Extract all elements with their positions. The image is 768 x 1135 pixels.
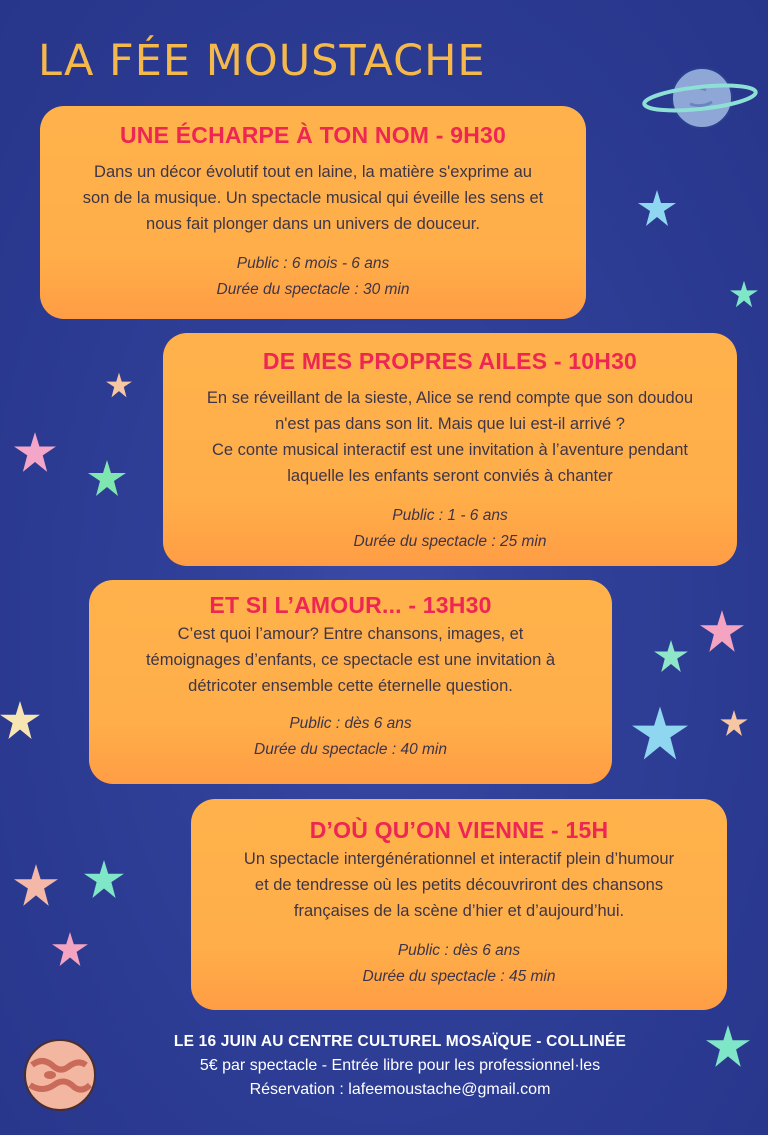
star-icon xyxy=(730,280,758,308)
show-card xyxy=(89,580,612,784)
star-icon xyxy=(632,706,688,760)
show-title: UNE ÉCHARPE À TON NOM - 9H30 xyxy=(119,122,506,148)
star-icon xyxy=(52,932,88,966)
footer-info xyxy=(130,1030,670,1102)
show-description: C’est quoi l’amour? Entre chansons, images, et témoignages d’enfants, ce spectacle est une invitation à détricoter ensemble cette éternelle question. xyxy=(145,625,556,695)
reservation-contact: Réservation : lafeemoustache@gmail.com xyxy=(249,1081,551,1098)
star-icon xyxy=(720,710,748,736)
show-meta xyxy=(191,938,727,990)
page-title: LA FÉE MOUSTACHE xyxy=(38,36,486,86)
event-date-location: LE 16 JUIN AU CENTRE CULTUREL MOSAÏQUE - COLLINÉE xyxy=(173,1033,627,1050)
show-description: Dans un décor évolutif tout en laine, la matière s'exprime au son de la musique. Un spectacle musical qui éveille les sens et nous fait plonger dans un univers de douceur. xyxy=(82,163,544,233)
show-description: Un spectacle intergénérationnel et interactif plein d’humour et de tendresse où les petits découvriront des chansons françaises de la scène d’hier et d’aujourd’hui. xyxy=(243,850,675,920)
show-title: DE MES PROPRES AILES - 10H30 xyxy=(262,348,638,374)
planet-icon xyxy=(20,1035,100,1115)
star-icon xyxy=(14,432,56,472)
star-icon xyxy=(700,610,744,652)
show-title: ET SI L’AMOUR... - 13H30 xyxy=(209,592,492,618)
star-icon xyxy=(0,700,40,740)
star-icon xyxy=(106,372,132,398)
star-icon xyxy=(706,1025,750,1067)
show-meta xyxy=(89,711,612,763)
show-meta xyxy=(163,503,737,555)
star-icon xyxy=(88,460,126,496)
show-card xyxy=(40,106,586,319)
show-duration: Durée du spectacle : 25 min xyxy=(353,533,547,550)
show-public: Public : 6 mois - 6 ans xyxy=(236,255,390,272)
pricing-info: 5€ par spectacle - Entrée libre pour les professionnel·les xyxy=(199,1057,601,1074)
show-duration: Durée du spectacle : 40 min xyxy=(254,741,447,758)
show-public: Public : dès 6 ans xyxy=(289,715,412,732)
planet-ringed-icon xyxy=(640,60,760,136)
show-description: En se réveillant de la sieste, Alice se rend compte que son doudou n'est pas dans son lit. Mais que lui est-il arrivé ? Ce conte musical interactif est une invitation à l’aventure pendant laquelle les enfants seront conviés à chanter xyxy=(206,389,694,485)
star-icon xyxy=(84,860,124,898)
show-duration: Durée du spectacle : 30 min xyxy=(216,281,410,298)
show-duration: Durée du spectacle : 45 min xyxy=(362,968,556,985)
show-public: Public : 1 - 6 ans xyxy=(392,507,508,524)
star-icon xyxy=(638,190,676,226)
show-meta xyxy=(40,251,586,303)
show-title: D’OÙ QU’ON VIENNE - 15H xyxy=(309,817,609,843)
star-icon xyxy=(654,640,688,672)
show-card xyxy=(163,333,737,566)
star-icon xyxy=(14,864,58,906)
show-public: Public : dès 6 ans xyxy=(397,942,521,959)
show-card xyxy=(191,799,727,1010)
